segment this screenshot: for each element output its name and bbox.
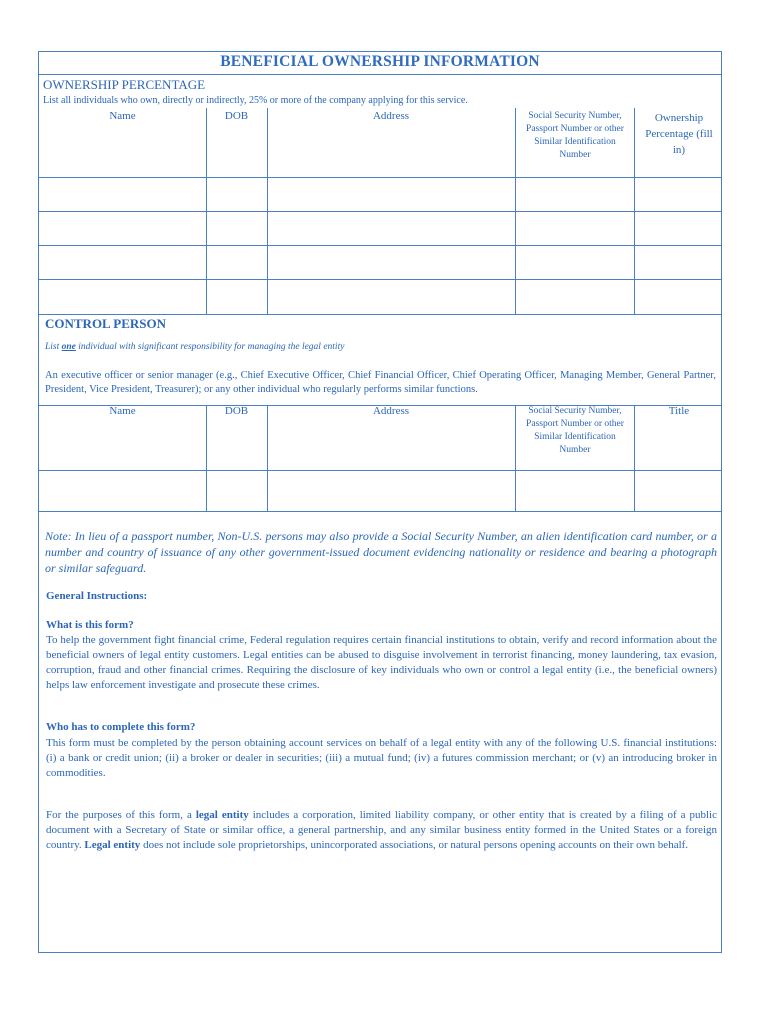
table-col-line xyxy=(206,405,207,511)
col-header-dob: DOB xyxy=(224,110,249,122)
owner2-name-field[interactable] xyxy=(40,212,205,244)
note-text: Note: In lieu of a passport number, Non-U.S. persons may also provide a Social Security Number, an alien identification card number, or a number and country of issuance of any other government-issued document evidencing nationality or residence and bearing a photograph or similar safeguard. xyxy=(45,529,717,575)
col-header-name: Name xyxy=(109,110,136,122)
ownership-instruction: List all individuals who own, directly or indirectly, 25% or more of the company applying for this service. xyxy=(43,95,468,106)
definition-term1: legal entity xyxy=(195,809,249,821)
who-text: This form must be completed by the person obtaining account services on behalf of a legal entity with any of the following U.S. financial institutions: (i) a bank or credit union; (ii) a broker or dealer in securities; (iii) a mutual fund; (iv) a futures commission merchant; or (v) an introducing broker in commodities. xyxy=(46,737,717,779)
owner1-name-field[interactable] xyxy=(40,178,205,210)
control-col-dob: DOB xyxy=(224,405,249,417)
what-heading: What is this form? xyxy=(46,619,134,631)
definition-part3: does not include sole proprietorships, unincorporated associations, or natural persons opening accounts on their own behalf. xyxy=(140,839,689,851)
what-text: To help the government fight financial crime, Federal regulation requires certain financial institutions to obtain, verify and record information about the beneficial owners of legal entity customers. Legal entities can be abused to disguise involvement in terrorist financing, money laundering, tax evasion, corruption, fraud and other financial crimes. Requiring the disclosure of key individuals who own or control a legal entity (i.e., the beneficial owners) helps law enforcement investigate and prosecute these crimes. xyxy=(46,634,717,691)
control-col-address: Address xyxy=(372,405,410,417)
control-instruction xyxy=(45,342,344,352)
legal-entity-definition xyxy=(46,808,717,853)
control-heading: CONTROL PERSON xyxy=(45,316,166,331)
general-instructions-heading: General Instructions: xyxy=(46,590,148,602)
owner4-name-field[interactable] xyxy=(40,280,205,313)
form-title: BENEFICIAL OWNERSHIP INFORMATION xyxy=(220,53,540,70)
definition-part1: For the purposes of this form, a xyxy=(46,809,196,821)
table-col-line xyxy=(634,405,635,511)
owner3-name-field[interactable] xyxy=(40,246,205,278)
ownership-heading: OWNERSHIP PERCENTAGE xyxy=(43,77,206,92)
col-header-address: Address xyxy=(372,110,410,122)
control-name-field[interactable] xyxy=(40,471,205,510)
who-heading: Who has to complete this form? xyxy=(46,721,196,733)
divider xyxy=(39,74,721,75)
table-col-line xyxy=(515,405,516,511)
control-description: An executive officer or senior manager (e.g., Chief Executive Officer, Chief Financial Officer, Chief Operating Officer, Managing Member, General Partner, President, Vice President, Treasurer); or any other individual who regularly performs similar functions. xyxy=(45,370,716,395)
definition-part2: includes a corporation, limited liability company, or other entity that is created by a filing of a public document with a Secretary of State or similar office, a general partnership, and any similar business entity formed in the United States or a foreign country. xyxy=(46,809,717,851)
control-instruction-pre: List xyxy=(45,342,62,352)
table-col-line xyxy=(515,108,516,314)
control-col-title: Title xyxy=(668,405,690,417)
col-header-percentage: Ownership Percentage (fill in) xyxy=(645,112,713,156)
table-col-line xyxy=(206,108,207,314)
control-col-id: Social Security Number, Passport Number or other Similar Identification Number xyxy=(526,406,624,455)
table-col-line xyxy=(267,405,268,511)
definition-term2: Legal entity xyxy=(84,839,141,851)
control-instruction-post: individual with significant responsibility for managing the legal entity xyxy=(75,342,345,352)
control-col-name: Name xyxy=(109,405,136,417)
table-col-line xyxy=(267,108,268,314)
control-instruction-one: one xyxy=(61,342,76,352)
table-row-line xyxy=(39,314,721,315)
col-header-id: Social Security Number, Passport Number or other Similar Identification Number xyxy=(526,111,624,160)
table-col-line xyxy=(634,108,635,314)
beneficial-ownership-form xyxy=(38,51,722,953)
table-row-line xyxy=(39,511,721,512)
